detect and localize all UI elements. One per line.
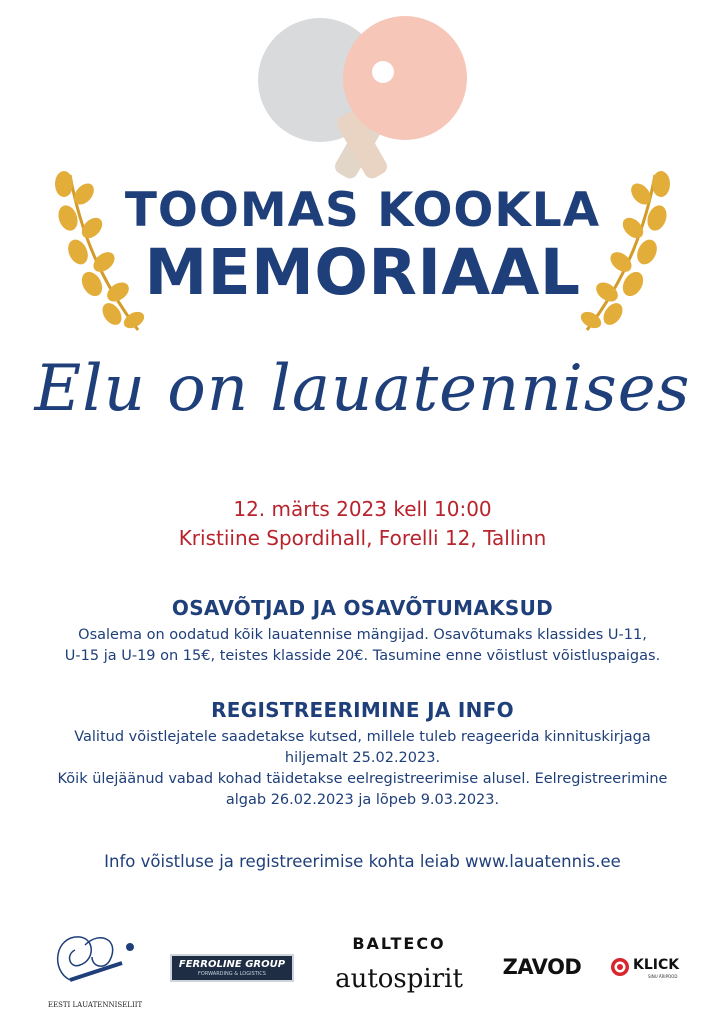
registration-heading: REGISTREERIMINE JA INFO — [211, 698, 514, 722]
title-line-2: MEMORIAAL — [144, 236, 581, 309]
event-datetime: 12. märts 2023 kell 10:00 — [233, 497, 492, 521]
klick-subtitle: SINU ÄRIPOOD — [648, 974, 678, 979]
zavod-logo: ZAVOD — [502, 955, 582, 979]
federation-logo — [40, 925, 150, 1015]
federation-name: EESTI LAUATENNISELIIT — [47, 1001, 143, 1009]
registration-line-4: algab 26.02.2023 ja lõpeb 9.03.2023. — [225, 792, 500, 808]
registration-line-3: Kõik ülejäänud vabad kohad täidetakse eelregistreerimise alusel. Eelregistreerimine — [57, 771, 668, 787]
ferroline-logo — [170, 954, 294, 982]
ferroline-subtitle: FORWARDING & LOGISTICS — [198, 971, 266, 977]
event-venue: Kristiine Spordihall, Forelli 12, Tallinn — [178, 526, 547, 550]
klick-logo — [610, 955, 690, 985]
participants-line-1: Osalema on oodatud kõik lauatennise mängijad. Osavõtumaks klassides U-11, — [78, 627, 647, 643]
ferroline-name: FERROLINE GROUP — [178, 959, 286, 970]
klick-target-icon — [610, 957, 630, 977]
table-tennis-paddles-icon — [240, 10, 490, 200]
info-text: Info võistluse ja registreerimise kohta leiab www.lauatennis.ee — [104, 852, 621, 871]
title-line-1: TOOMAS KOOKLA — [124, 183, 601, 238]
balteco-logo: BALTECO — [352, 934, 446, 953]
registration-line-1: Valitud võistlejatele saadetakse kutsed, millele tuleb reageerida kinnituskirjaga — [74, 729, 651, 745]
tagline: Elu on lauatennises — [34, 352, 691, 426]
autospirit-logo: autospirit — [335, 964, 463, 994]
federation-emblem-icon — [40, 925, 150, 995]
registration-line-2: hiljemalt 25.02.2023. — [284, 750, 441, 766]
participants-heading: OSAVÕTJAD JA OSAVÕTUMAKSUD — [171, 596, 554, 620]
participants-line-2: U-15 ja U-19 on 15€, teistes klasside 20€. Tasumine enne võistlust võistluspaigas. — [64, 648, 661, 664]
klick-name: KLICK — [633, 957, 680, 973]
